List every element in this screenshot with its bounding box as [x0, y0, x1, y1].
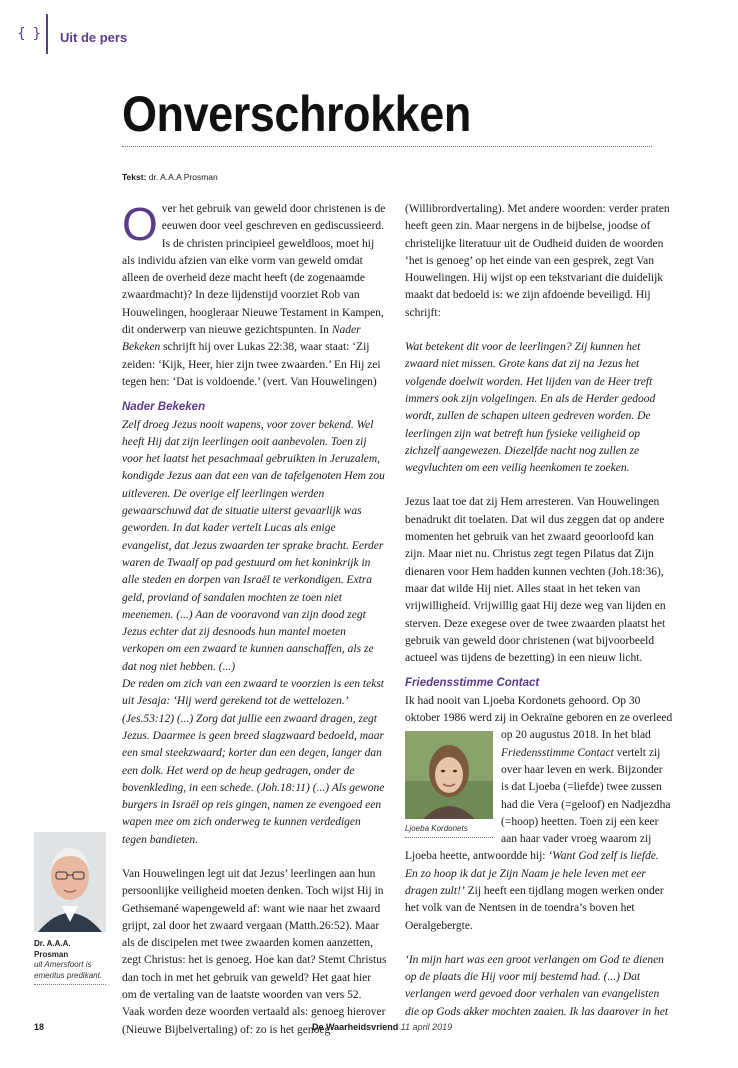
byline-author: dr. A.A.A Prosman — [148, 172, 218, 182]
title-dotted-rule — [122, 146, 652, 147]
body-paragraph-2: Jezus laat toe dat zij Hem arresteren. Van Houwelingen benadrukt dit toelaten. Dat wil dus zeggen dat op andere momenten het gebruik van het zwaard geoorloofd kan zijn. Maar niet nu. Christus zegt tegen Pilatus dat Zijn dienaren voor Hem hadden kunnen vechten (Joh.18:36), maar dat wilde Hij niet. Alles staat in het teken van vrijwilligheid. Vrijwillig gaat Hij deze weg van lijden en sterven. Deze exegese over de twee zwaarden plaatst het gebruik van geweld door christenen (wat bijvoorbeeld actueel was tijdens de bezetting) in een nieuw licht. — [405, 496, 666, 665]
subheading-nader-bekeken: Nader Bekeken — [122, 401, 206, 414]
quote-block-4: ‘In mijn hart was een groot verlangen om God te dienen op de plaats die Hij voor mij bestemd had. (...) Dat verlangen werd gevoed door verhalen van evangelisten die op Gods akker mochten zaaien. Ik las daarover in het — [405, 953, 669, 1018]
footer-publication — [312, 1022, 452, 1032]
p3-text: Ik had nooit van Ljoeba Kordonets gehoord. Op 30 oktober 1986 werd zij in Oekraïne geboren en ze overleed op 20 augustus 2018. In het blad — [405, 694, 673, 742]
section-label: Uit de pers — [60, 30, 128, 45]
article-title: Onverschrokken — [122, 86, 471, 142]
body-paragraph-3 — [405, 693, 673, 935]
photo-caption: Ljoeba Kordonets — [405, 824, 468, 834]
intro-paragraph — [122, 198, 387, 391]
subheading-friedensstimme: Friedensstimme Contact — [405, 677, 540, 690]
portrait-photo-woman — [405, 731, 493, 819]
page-number: 18 — [34, 1022, 45, 1032]
author-dotted-rule — [34, 984, 106, 985]
body-paragraph-continued: (Willibrordvertaling). Met andere woorden: verder praten heeft geen zin. Maar nergens in de bijbelse, joodse of christelijke literatuur uit de Oudheid duiden de woorden ‘het is genoeg’ op het einde van een gesprek, zegt Van Houwelingen. Hij wijst op een tekstvariant die duidelijk maakt dat bedoeld is: we zijn afdoende beveiligd. Hij schrijft: — [405, 203, 670, 319]
section-braces-icon: { } — [17, 26, 43, 42]
quote-block-1: Zelf droeg Jezus nooit wapens, voor zover bekend. Wel heeft Hij dat zijn leerlingen ooit aanbevolen. Toen zij voor het laatst het pesachmaal gebruikten in Jeruzalem, kondigde Jezus aan dat een van de tafelgenoten Hem zou uitleveren. De overige elf leerlingen werden gewaarschuwd dat de situatie uiterst gevaarlijk was geworden. In dat kader vertelt Lucas als enige evangelist, dat Jezus zwaarden ter sprake bracht. Eerder waren de Twaalf op pad gestuurd om het koninkrijk in alle steden en dorpen van Israël te verkondigen. Extra geld, proviand of sandalen mochten ze toen niet meenemen. (...) Aan de vooravond van zijn dood zegt Jezus echter dat zij desnoods hun mantel moeten verkopen om een zwaard te kunnen aanschaffen, als ze dat nog niet hebben. (...) — [122, 418, 385, 673]
byline — [122, 172, 218, 182]
author-name: Dr. A.A.A. Prosman — [34, 939, 71, 959]
drop-cap: O — [122, 198, 158, 250]
byline-label: Tekst: — [122, 172, 147, 182]
p3-text-b: vertelt zij over haar leven en werk. Bijzonder is dat Ljoeba (=liefde) twee zussen had die Vera (=geloof) en Nadjezdha (=hoop) heetten. Toen zij een keer aan haar vader vroeg waarom zij Ljoeba heette, antwoordde hij: — [405, 746, 671, 863]
article-column-right — [405, 201, 673, 1021]
p3-text-end: Zij heeft een tijdlang mogen werken onder het volk van de Nentsen in de toendra’s boven het Oeralgebergte. — [405, 884, 664, 932]
quote-block-2: De reden om zich van een zwaard te voorzien is een tekst uit Jesaja: ‘Hij werd gerekend tot de wettelozen.’ (Jes.53:12) (...) Zorg dat jullie een zwaard dragen, zegt Jezus. Daarmee is geen breed slagzwaard bedoeld, maar een smal steekzwaard; korter dan een degen, langer dan een dolk. Het werd op de heup gedragen, onder de bovenkleding, in een schede. (Joh.18:11) (...) Als gewone burgers in Israël op reis gingen, namen ze evengoed een wapen mee om zich onderweg te kunnen verdedigen tegen bandieten. — [122, 678, 385, 846]
p3-quote: ‘Want God zelf is liefde. En zo hoop ik dat je Zijn Naam je hele leven met eer dragen zult!’ — [405, 850, 659, 897]
author-portrait-photo — [34, 832, 106, 932]
article-column-left — [122, 198, 387, 1039]
body-paragraph: Van Houwelingen legt uit dat Jezus’ leerlingen aan hun persoonlijke veiligheid moeten denken. Toch wijst Hij in Gethsemané wapengeweld af: want wie naar het zwaard grijpt, zal door het zwaard vergaan (Matth.26:52). Maar als de discipelen met twee zwaarden komen aanzetten, zegt Christus: het is genoeg. Hoe kan dat? Stemt Christus dan toch in met het gebruik van geweld? Het gaat hier om de vertaling van de laatste woorden van vers 52. Vaak worden deze woorden vertaald als: genoeg hierover (Nieuwe Bijbelvertaling) of: zo is het genoeg — [122, 867, 387, 1036]
publication-name: De Waarheidsvriend — [312, 1022, 399, 1032]
publication-date: 11 april 2019 — [400, 1022, 453, 1032]
intro-text-end: schrijft hij over Lukas 22:38, waar staat: ‘Zij zeiden: ‘Kijk, Heer, hier zijn twee zwaarden.’ En Hij zei tegen hen: ‘Dat is voldoende.’ (vert. Van Houwelingen) — [122, 341, 381, 388]
p3-magazine-title: Friedensstimme Contact — [501, 746, 614, 759]
intro-text: ver het gebruik van geweld door christenen is de eeuwen door veel geschreven en gediscussieerd. Is de christen principieel geweldloos, moet hij als individu afzien van elke vorm van geweld omdat alleen de overheid deze macht heeft (de zogenaamde zwaardmacht)? In deze lijdenstijd voorziet Rob van Houwelingen, hoogleraar Nieuwe Testament in Kampen, dit onderwerp van nieuwe gezichtspunten. In — [122, 203, 386, 337]
photo-ljoeba-figure — [405, 731, 493, 838]
intro-book-title: Nader Bekeken — [122, 324, 361, 354]
author-box — [34, 832, 106, 985]
header-divider — [46, 14, 48, 54]
quote-block-3: Wat betekent dit voor de leerlingen? Zij kunnen het zwaard niet missen. Grote kans dat zij na Jezus het volgende doelwit worden. Het lijden van de Heer treft immers ook zijn volgelingen. En als de Herder gedood wordt, zullen de schapen uiteen gedreven worden. De leerlingen zijn wat betreft hun fysieke veiligheid op zichzelf aangewezen. Diezelfde nacht nog zullen ze wegvluchten om een veilig heenkomen te zoeken. — [405, 341, 656, 475]
author-role: uit Amersfoort is emeritus predikant. — [34, 960, 103, 980]
caption-dotted-rule — [405, 837, 493, 838]
